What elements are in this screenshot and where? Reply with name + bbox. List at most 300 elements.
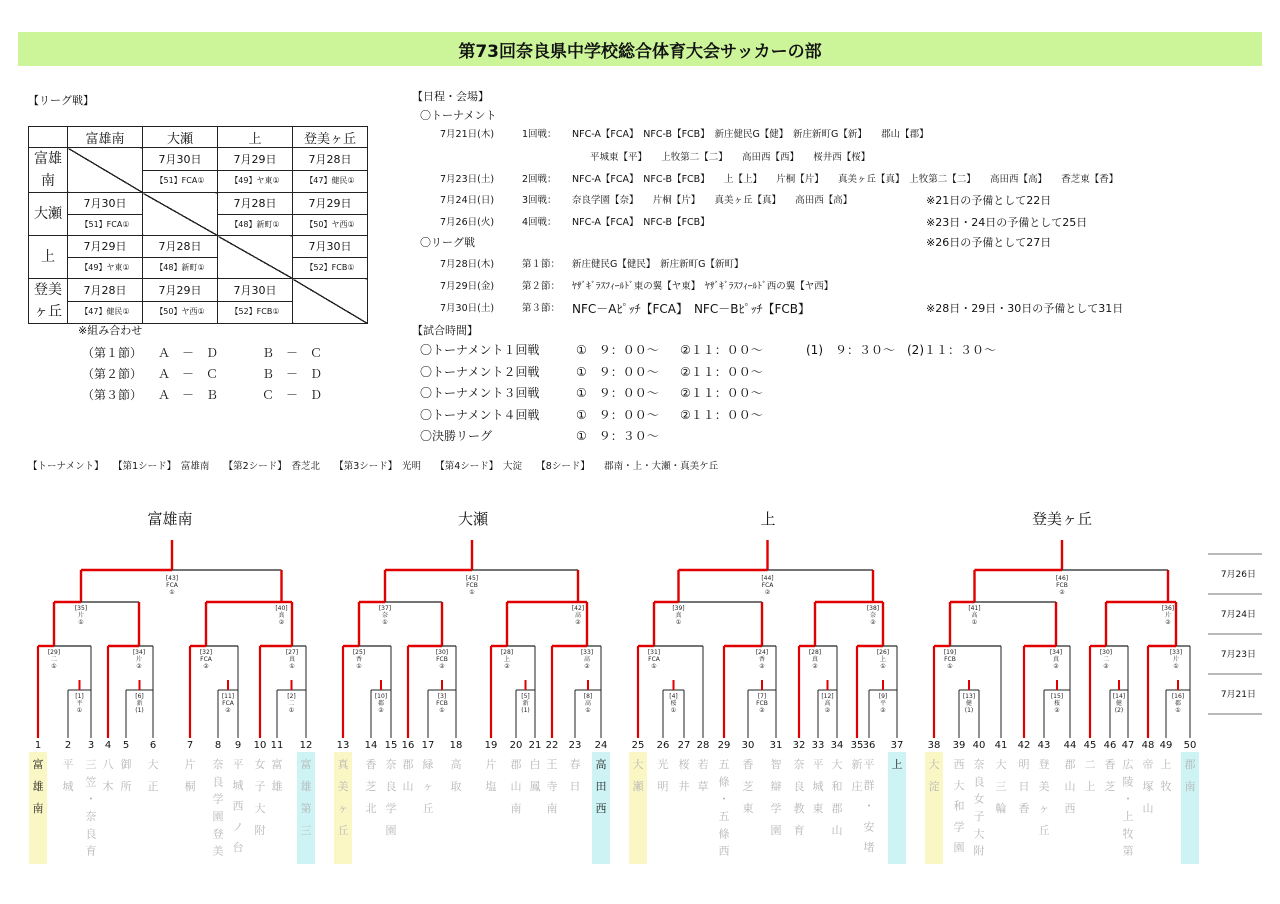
seed-number: 44 [1063,740,1077,751]
team-name: 大 [254,802,266,815]
team-name: 西 [953,758,965,771]
match-label: [25] [352,649,366,656]
seed-number: 46 [1103,740,1117,751]
seed-number: 4 [104,740,112,751]
match-label: 高 [584,700,592,707]
match-label: ② [203,663,209,670]
team-name: 正 [147,780,159,793]
league-row-header: 大瀬 [29,193,68,236]
match-label: 高 [583,656,591,663]
team-name: 庄 [851,780,863,793]
team-name: 大 [973,827,985,841]
league-cell [293,148,368,193]
schedule-line: 7月30日(土) 第３節： NFC－Aﾋﾟｯﾁ【FCA】 NFC－Bﾋﾟｯﾁ【FCB】 ※28日・29日・30日の予備として31日 [440,302,1124,316]
match-label: ① [289,663,295,670]
league-cell-date: 7月29日 [293,193,367,215]
match-time-row: 〇トーナメント４回戦 ① ９：００～ ②１１：００～ [420,407,763,422]
date-label: 7月24日 [1220,610,1256,620]
league-cell-venue: 【51】FCA① [80,220,130,229]
team-name: 城 [232,778,244,792]
match-label: ② [439,663,445,670]
team-name: 平 [812,758,824,771]
team-name: 牧 [1122,827,1134,841]
team-name: 雄 [300,780,312,793]
match-label: [44] [761,575,774,582]
seed-number: 38 [927,740,941,751]
team-name: 美 [337,780,349,793]
match-label: ① [947,663,953,670]
league-row-header: 上 [29,236,68,279]
team-name: 智 [770,758,782,771]
team-name: 木 [102,780,114,793]
team-name: 平 [863,758,875,771]
league-cell-venue: 【52】FCB① [305,263,355,272]
match-label: 郡 [377,700,385,707]
team-name: 鳳 [529,780,541,793]
match-label: [31] [647,649,661,656]
seed-number: 26 [656,740,670,751]
match-label: FCA [166,582,178,589]
team-name: 第 [300,802,312,815]
league-cell-date: 7月29日 [143,280,217,302]
team-name: 学 [212,792,224,806]
seed-number: 40 [972,740,986,751]
league-cell [68,193,143,236]
seed-number: 2 [64,740,72,751]
seed-number: 18 [449,740,463,751]
team-name: 塩 [485,780,497,793]
team-name: 井 [678,780,690,793]
match-label: ② [870,619,876,626]
seed-number: 42 [1017,740,1031,751]
team-name: ・ [1122,792,1134,806]
team-name: 登 [212,827,224,841]
match-label: 香 [355,656,363,663]
team-name: 牧 [1160,780,1172,793]
team-name: ノ [232,820,244,834]
team-name: 大 [928,758,940,771]
page-title: 第73回奈良県中学校総合体育大会サッカーの部 [18,32,1262,66]
match-label: [41] [968,605,981,612]
team-name: 五 [718,810,730,823]
seed-number: 9 [234,740,242,751]
match-label: FCA [200,656,212,663]
team-name: 大 [953,778,965,792]
league-cell [143,236,218,279]
schedule-line: 7月24日(日) 3回戦： 奈良学園【奈】 片桐【片】 真美ヶ丘【真】 高田西【高】 ※21日の予備として22日 [440,194,1052,207]
team-name: 桐 [184,780,196,793]
match-label: 平 [879,700,887,707]
team-name: 緑 [422,758,434,771]
team-name: 美 [212,844,224,858]
seed-number: 5 [122,740,130,751]
match-label: ② [378,707,384,714]
team-name: 三 [995,780,1007,793]
league-cell-date: 7月28日 [68,280,142,302]
team-name: 御 [120,758,132,771]
team-name: 良 [212,775,224,789]
match-label: ② [764,589,771,596]
seed-number: 24 [594,740,608,751]
team-name: 登 [1038,758,1050,771]
seed-number: 3 [87,740,95,751]
league-cell-venue: 【47】健民① [305,176,355,185]
match-label: 健 [965,700,973,707]
team-name: 西 [595,802,607,815]
match-label: 香 [758,656,766,663]
seed-number: 28 [696,740,710,751]
team-name: 淀 [928,780,940,793]
pairing-row: （第３節） Ａ － Ｂ Ｃ － Ｄ [82,388,323,402]
league-cell-date: 7月30日 [68,193,142,215]
team-name: ・ [85,792,97,806]
match-label: [33] [1169,649,1183,656]
match-label: FCB [436,656,448,663]
match-label: [8] [583,693,593,700]
match-label: ① [439,707,445,714]
seed-number: 14 [364,740,378,751]
team-name: 奈 [385,758,397,771]
team-name: 堵 [863,841,875,855]
seed-number: 41 [994,740,1008,751]
team-name: 附 [973,844,985,858]
match-times [420,341,1060,449]
group-header: 上 [760,510,776,528]
match-label: [36] [1161,605,1175,612]
match-label: FCA [222,700,234,707]
league-cell-venue: 【52】FCB① [230,307,280,316]
team-name: 郡 [1064,758,1076,771]
match-label: 真 [811,656,819,663]
team-name: 三 [85,758,97,771]
team-name: 東 [742,802,754,815]
seed-number: 17 [421,740,435,751]
match-label: ② [824,707,831,714]
match-label: 高 [971,612,978,619]
team-name: 平 [232,758,244,771]
match-label: [40] [275,605,288,612]
seed-number: 11 [270,740,284,751]
team-name: 辯 [770,780,782,793]
league-cell-date: 7月28日 [218,193,292,215]
seed-number: 49 [1159,740,1173,751]
seed-number: 30 [741,740,755,751]
match-label: [38] [866,605,880,612]
league-cell-venue: 【49】ヤ東① [80,263,130,272]
group-header: 大瀬 [457,510,489,528]
league-diagonal [143,193,218,236]
team-name: 郡 [402,758,414,771]
seed-number: 47 [1121,740,1135,751]
team-name: 園 [385,824,397,837]
match-label: [2] [287,693,296,700]
team-name: 第 [1122,844,1134,858]
match-label: [1] [75,693,84,700]
team-name: 香 [365,758,377,771]
match-label: FCA [761,582,774,589]
league-cell-venue: 【50】ヤ西① [305,220,355,229]
match-label: [15] [1050,693,1064,700]
schedule-line: 7月29日(金) 第２節： ﾔｻﾞｷﾞﾗｽﾌｨｰﾙﾄﾞ東の翼【ヤ東】 ﾔｻﾞｷﾞﾗｽﾌｨｰﾙﾄﾞ西の翼【ヤ西】 [440,281,834,292]
team-name: 芝 [365,780,377,793]
match-label: [46] [1055,575,1069,582]
league-corner [29,127,68,148]
match-label: 真 [288,656,296,663]
team-name: 上 [1160,758,1172,771]
match-label: ① [880,663,886,670]
match-label: ① [288,707,295,714]
team-name: 園 [953,841,965,855]
team-name: 塚 [1142,780,1154,793]
match-label: [27] [285,649,299,656]
team-name: 取 [450,780,462,793]
match-label: 片 [77,612,85,619]
date-label: 7月23日 [1220,650,1256,660]
team-name: 奈 [85,810,97,823]
team-name: 西 [232,799,244,813]
team-name: 上 [891,758,903,771]
match-label: [28] [500,649,514,656]
match-label: [26] [876,649,890,656]
team-name: 丘 [337,824,349,837]
seed-number: 21 [528,740,542,751]
seed-number: 23 [568,740,582,751]
match-label: ② [812,663,818,670]
match-label: [29] [47,649,61,656]
league-cell [143,279,218,324]
league-cell-venue: 【50】ヤ西① [155,307,205,316]
team-name: 教 [793,802,805,815]
team-name: 山 [402,780,414,793]
league-cell-venue: 【49】ヤ東① [230,176,280,185]
team-name: 南 [32,802,44,815]
league-col-header: 大瀬 [143,127,218,148]
team-name: 雄 [271,780,283,793]
match-label: 二 [1102,656,1110,663]
league-cell [68,279,143,324]
team-name: 香 [1018,802,1030,815]
match-times-heading: 【試合時間】 [412,324,478,337]
seed-number: 22 [545,740,559,751]
seed-number: 35 [850,740,864,751]
team-name: 郡 [1184,758,1196,771]
match-label: [14] [1112,693,1126,700]
team-name: 奈 [212,758,224,771]
match-label: FCA [648,656,660,663]
team-name: 広 [1122,758,1134,771]
group-header: 富雄南 [147,510,193,528]
match-label: 真 [278,612,285,619]
team-name: 山 [1064,780,1076,793]
seed-number: 45 [1083,740,1097,751]
match-label: 郡 [1174,700,1182,707]
tournament-label: 〇トーナメント [420,109,497,122]
match-label: ② [1053,663,1059,670]
team-name: 学 [953,820,965,834]
team-name: 子 [973,810,985,823]
date-label: 7月26日 [1220,570,1256,580]
team-name: 王 [546,758,558,771]
team-name: 八 [102,758,114,771]
team-name: 陵 [1122,775,1134,789]
match-label: [16] [1171,693,1185,700]
pairings [82,342,322,405]
seed-number: 43 [1037,740,1051,751]
team-name: 瀬 [632,780,644,793]
match-label: FCB [466,582,478,589]
team-name: 笠 [85,775,97,789]
team-name: 明 [1018,758,1030,771]
team-name: 女 [973,792,985,806]
team-name: 台 [232,841,244,855]
team-name: 奈 [793,758,805,771]
match-label: 新 [522,700,529,707]
match-label: FCB [944,656,956,663]
match-label: [33] [580,649,594,656]
match-label: ① [675,619,682,626]
team-name: 山 [1142,802,1154,815]
match-label: ① [651,663,657,670]
match-label: ① [469,589,475,596]
team-name: 西 [718,844,730,858]
match-label: [39] [672,605,685,612]
league-schedule-label: 〇リーグ戦 [420,236,475,249]
seed-number: 12 [299,740,313,751]
match-label: ① [670,707,677,714]
match-time-row: 〇トーナメント１回戦 ① ９：００～ ②１１：００～ (1) ９：３０～ (2)１１：３０～ [420,343,996,357]
team-name: 良 [973,775,985,789]
match-label: [45] [465,575,479,582]
league-row-header: 富雄 南 [29,148,68,193]
team-name: 育 [793,824,805,837]
match-label: ② [278,619,285,626]
league-cell-date: 7月30日 [143,149,217,171]
team-name: 女 [254,758,266,771]
match-label: [34] [132,649,146,656]
match-time-row: 〇トーナメント３回戦 ① ９：００～ ②１１：００～ [420,386,763,400]
league-cell-date: 7月30日 [293,236,367,258]
match-label: ② [880,707,886,714]
seed-number: 16 [401,740,415,751]
seed-number: 1 [34,740,42,751]
match-label: [7] [757,693,767,700]
league-diagonal [293,279,368,324]
team-name: 南 [510,802,522,815]
seed-number: 36 [862,740,876,751]
match-label: 桜 [670,700,677,707]
league-cell-venue: 【51】FCA① [155,176,205,185]
match-label: ② [1103,663,1109,670]
team-name: 香 [742,758,754,771]
team-name: ヶ [422,780,434,793]
league-cell [293,236,368,279]
league-cell-date: 7月29日 [68,236,142,258]
match-label: 上 [879,656,887,663]
team-name: 西 [1064,802,1076,815]
team-name: 寺 [546,780,558,793]
seed-number: 32 [792,740,806,751]
team-name: 三 [300,824,312,837]
team-name: 城 [812,780,824,793]
team-name: 片 [184,758,196,771]
league-cell-venue: 【48】新町① [230,220,280,229]
league-cell [68,236,143,279]
seed-number: 34 [830,740,844,751]
seed-number: 13 [336,740,350,751]
team-name: 丘 [1038,824,1050,837]
team-name: 香 [1104,758,1116,771]
seed-number: 39 [952,740,966,751]
team-name: 富 [32,758,44,771]
team-name: 群 [863,778,875,792]
team-name: 桜 [678,758,690,771]
match-label: 真 [1052,656,1060,663]
league-heading: 【リーグ戦】 [28,94,94,107]
match-label: [6] [135,693,144,700]
group-header: 登美ヶ丘 [1031,510,1093,528]
seed-number: 33 [811,740,825,751]
team-name: ・ [718,792,730,806]
team-name: 帝 [1142,758,1154,771]
match-label: ② [136,663,142,670]
league-table [28,126,368,324]
league-cell-date: 7月30日 [218,280,292,302]
team-name: 大 [147,758,159,771]
team-name: 育 [85,844,97,858]
team-name: 芝 [742,780,754,793]
match-label: ② [759,707,765,714]
team-name: 芝 [1104,780,1116,793]
match-label: FCB [756,700,768,707]
team-name: 南 [546,802,558,815]
team-name: ヶ [1038,802,1050,815]
team-name: 良 [793,780,805,793]
match-label: 片 [1164,612,1172,619]
pair-note: ※組み合わせ [78,324,143,337]
match-label: 平 [76,700,83,707]
seed-number: 6 [149,740,157,751]
team-name: 山 [831,824,843,837]
team-name: 奈 [973,758,985,771]
league-cell-date: 7月29日 [218,149,292,171]
schedule-heading: 【日程・会場】 [412,90,489,103]
match-label: [19] [943,649,957,656]
team-name: 良 [85,827,97,841]
tournament-bracket [0,500,1280,904]
match-label: 新 [136,700,143,707]
league-cell-date: 7月28日 [293,149,367,171]
match-label: ① [1173,663,1179,670]
seed-number: 48 [1141,740,1155,751]
team-name: 條 [718,775,730,789]
match-label: [9] [878,693,888,700]
league-schedule-note: ※26日の予備として27日 [926,236,1052,249]
date-label: 7月21日 [1220,690,1256,700]
team-name: 真 [337,758,349,771]
match-label: [32] [199,649,213,656]
schedule-line: 平城東【平】 上牧第二【二】 高田西【西】 桜井西【桜】 [590,152,871,163]
team-name: 平 [62,758,74,771]
team-name: 五 [718,758,730,771]
team-name: 附 [254,824,266,837]
league-cell [218,148,293,193]
match-label: [12] [821,693,834,700]
match-label: (1) [135,707,144,714]
seed-number: 50 [1183,740,1197,751]
team-name: 郡 [510,758,522,771]
match-label: [13] [962,693,976,700]
match-label: ① [51,663,57,670]
